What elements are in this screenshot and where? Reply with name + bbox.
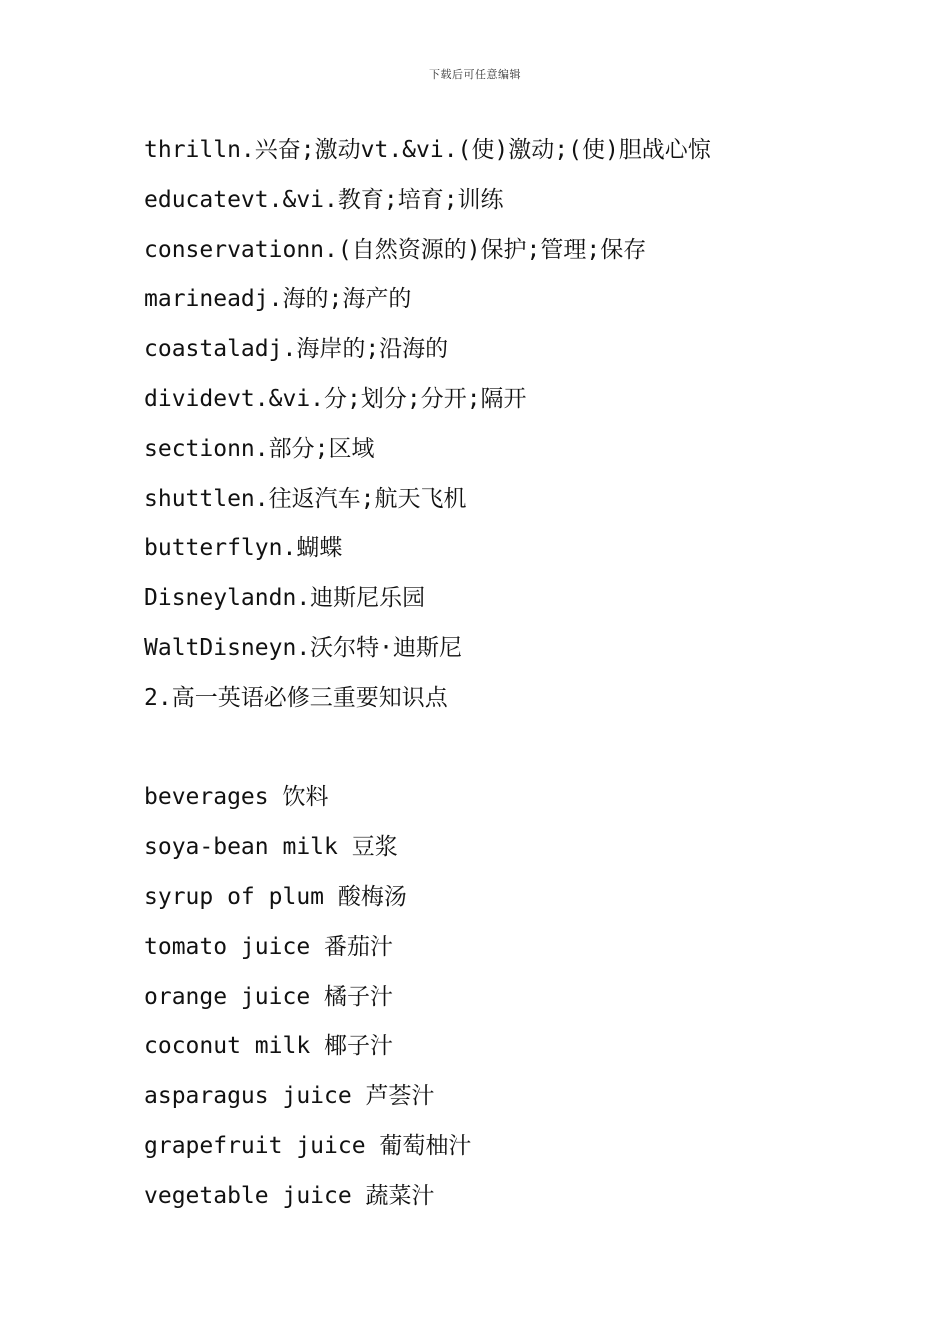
vocab-line: conservationn.(自然资源的)保护;管理;保存 [144,236,647,263]
vocab-line: educatevt.&vi.教育;培育;训练 [144,186,504,213]
beverage-line: tomato juice 番茄汁 [144,933,394,960]
beverage-line: beverages 饮料 [144,784,329,811]
beverage-line: asparagus juice 芦荟汁 [144,1083,435,1110]
vocab-line: dividevt.&vi.分;划分;分开;隔开 [144,385,527,412]
vocab-line: thrilln.兴奋;激动vt.&vi.(使)激动;(使)胆战心惊 [144,137,711,163]
beverage-line: orange juice 橘子汁 [144,983,394,1010]
vocab-line: WaltDisneyn.沃尔特·迪斯尼 [144,634,463,661]
header-note: 下载后可任意编辑 [429,68,521,81]
vocab-line: shuttlen.往返汽车;航天飞机 [144,485,467,512]
vocab-line: coastaladj.海岸的;沿海的 [144,336,449,363]
vocab-line: sectionn.部分;区域 [144,435,375,462]
document-body [144,130,904,1226]
beverage-line: vegetable juice 蔬菜汁 [144,1182,435,1209]
vocab-line: butterflyn.蝴蝶 [144,535,343,562]
vocab-line: Disneylandn.迪斯尼乐园 [144,585,426,612]
vocab-line: marineadj.海的;海产的 [144,286,412,313]
beverage-line: soya-bean milk 豆浆 [144,834,398,861]
section-heading: 2.高一英语必修三重要知识点 [144,684,448,711]
beverage-line: coconut milk 椰子汁 [144,1033,394,1060]
blank-line [144,728,904,778]
beverage-line: grapefruit juice 葡萄柚汁 [144,1132,472,1159]
beverage-line: syrup of plum 酸梅汤 [144,883,407,910]
